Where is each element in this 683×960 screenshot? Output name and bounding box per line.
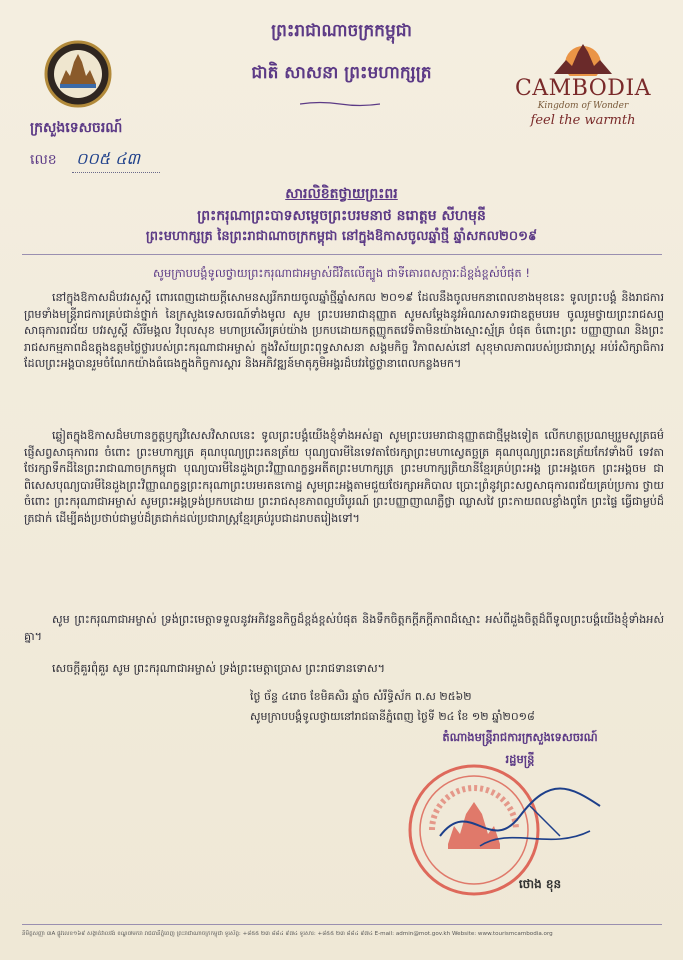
reference-number: ០០៥ ៤៣ [72,148,160,173]
letter-title: សារលិខិតថ្វាយព្រះពរ [285,186,398,202]
reference-label: លេខ [30,152,57,168]
signature-title: រដ្ឋមន្ត្រី [505,752,535,766]
occasion-line: ព្រះមហាក្សត្រ នៃព្រះរាជាណាចក្រកម្ពុជា នៅក្នុងឱកាសចូលឆ្នាំថ្មី ឆ្នាំសកល២០១៩ [145,229,538,244]
addressee-name: ព្រះករុណាព្រះបាទសម្តេចព្រះបរមនាថ នរោត្តម សីហមុនី [197,208,486,224]
signature-office: តំណាងមន្ត្រីរាជការក្រសួងទេសចរណ៍ [442,730,598,744]
salutation: សូមក្រាបបង្គំទូលថ្វាយព្រះករុណាជាអម្ចាស់ជីវិតលើត្បូង ជាទីគោរពសក្ការៈដ៏ខ្ពង់ខ្ពស់បំផុត ! [153,266,530,280]
body-paragraph-1: នៅក្នុងឱកាសដ៏បវរសួស្តី ពោរពេញដោយក្តីសោមនស្សរីករាយចូលឆ្នាំថ្មីឆ្នាំសកល ២០១៩ ដែលនឹងចូលមកនាពេលខាងមុខនេះ ទូលព្រះបង្គំ និងរាជការ ព្រមទាំងមន្ត្រីរាជការគ្រប់ជាន់ថ្នាក់ នៃក្រសួងទេសចរណ៍ទាំងមូល សូម ព្រះបរមរាជានុញ្ញាត សូមសម្តែងនូវអំណរសាទរជាឧត្តមបរម ចូលរួមថ្វាយព្រះរាជសព្ទសាធុការពរជ័យ បវរសួស្តី សិរីមង្គល វិបុលសុខ មហាប្រសើរគ្រប់យ៉ាង ប្រកបដោយកត្តញ្ញូកតវេទិតាមិនយ៉ាងស្មោះស្ម័គ្រ បំផុត ចំពោះព្រះ បញ្ញាញាណ និងព្រះរាជសកម្មភាពដ៏ឧត្តុងឧត្តមថ្លៃថ្លារបស់ព្រះករុណាជាអម្ចាស់ ក្នុងវិស័យព្រះពុទ្ធសាសនា សង្គមកិច្ច វិភាពសស់នៅ សុខុមាលភាពរបស់ប្រជារាស្ត្រ អប់រំសិក្សាធិការដែលព្រះអង្គបានរួមចំណែកយ៉ាងធំធេងក្នុងកិច្ចការស្តារ និងអភិវឌ្ឍន៍មាតុភូមិអង្គរដ៏បវរថ្លៃថ្លានាពេលកន្លងមក។ [24,291,664,371]
closing-line: សេចក្តីគួរពុំគួរ សូម ព្រះករុណាជាអម្ចាស់ ទ្រង់ព្រះមេត្តាប្រោស ព្រះរាជទានទោស។ [52,662,385,675]
ministry-name: ក្រសួងទេសចរណ៍ [30,120,123,136]
lunar-date: ថ្ងៃ ច័ន្ទ ៤រោច ខែមិគសិរ ឆ្នាំច សំរឹទ្ធិស័ក ព.ស ២៥៦២ [250,690,472,703]
brand-slogan: feel the warmth [530,113,636,128]
brand-name: CAMBODIA [514,76,652,101]
handwritten-signature [420,776,620,866]
brand-tagline: Kingdom of Wonder [537,101,629,111]
body-paragraph-3: សូម ព្រះករុណាជាអម្ចាស់ ទ្រង់ព្រះមេត្តាទទួលនូវអភិវន្ទនកិច្ចដ៏ខ្ពង់ខ្ពស់បំផុត និងទឹកចិត្តកក្តីភក្តីភាពដ៏ស្មោះ អស់ពីដួងចិត្តដ៏ពីទូលព្រះបង្គំយើងខ្ញុំទាំងអស់គ្នា។ [24,613,664,643]
footer-contact: និមិត្តសញ្ញា ៣A ផ្លូវលេខ១៦៩ សង្កាត់វាលវង់ ខណ្ឌ៧មករា រាជធានីភ្នំពេញ ព្រះរាជាណាចក្រកម្ពុជា ទូរស័ព្ទ: +៨៥៥ ២៣ ៨៨៤ ៩៧៤ ទូរសារ: +៨៥៥ ២៣ ៨៨៤ ៩៧៤ E-mail: admin@mot.gov.kh Website: www.tourismcambodia.org [22,931,553,937]
title-divider [22,254,662,255]
motto-line: ជាតិ សាសនា ព្រះមហាក្សត្រ [251,63,432,83]
solar-date: សូមក្រាបបង្គំទូលថ្វាយនៅរាជធានីភ្នំពេញ ថ្ងៃទី ២៤ ខែ ១២ ឆ្នាំ២០១៨ [250,710,535,723]
cambodia-brand-logo [508,38,658,128]
footer-divider [22,924,662,925]
kingdom-line: ព្រះរាជាណាចក្រកម្ពុជា [271,21,412,41]
signer-name: ថោង ខុន [518,877,562,891]
body-paragraph-2: ឆ្លៀតក្នុងឱកាសដ៏មហានក្ខត្តឫក្សវិសេសវិសាលនេះ ទូលព្រះបង្គំយើងខ្ញុំទាំងអស់គ្នា សូមព្រះបរមរាជានុញ្ញាតជាថ្មីម្តងទៀត លើកហត្ថប្រណម្យរួមសូត្រធម៌ផ្ញើសព្វសាធុការពរ ចំពោះ ព្រះមហាក្សត្រ គុណបុណ្យព្រះរតនត្រ័យ បុណ្យបារមីនៃទេវតាថែរក្សាព្រះមហាស្វេតច្ឆត្រ គុណបុណ្យព្រះរតនត្រ័យកែវទាំងបី ទេវតាថែរក្សាទឹកដីនៃព្រះរាជាណាចក្រកម្ពុជា បុណ្យបារមីនៃដួងព្រះវិញ្ញាណក្ខន្ធអតីតព្រះមហាក្សត្រ ព្រះមហាក្សត្រិយានីខ្មែរគ្រប់ព្រះអង្គ ព្រះអង្គចេក ព្រះអង្គចម ជាពិសេសបុណ្យបារមីនៃដួងព្រះវិញ្ញាណក្ខន្ធព្រះករុណាព្រះបរមរតនកោដ្ឋ សូមព្រះអង្គតាមជួយថែរក្សាអភិបាល ប្រោះព្រំនូវព្រះសព្វសាធុការពរជ័យគ្រប់ប្រការ ថ្វាយចំពោះ ព្រះករុណាជាអម្ចាស់ សូមព្រះអង្គទ្រង់ប្រកបដោយ ព្រះរាជសុខភាពល្អបរិបូរណ៍ ព្រះបញ្ញាញាណភ្លឺថ្លា ឈ្លាសវៃ ព្រះកាយពលខ្លាំងពូកែ ព្រះផ្ទៃ ធ្វើជាម្លប់ដ៏ត្រជាក់ ដើម្បីគង់ប្រថាប់ជាម្លប់ដ៏ត្រជាក់ដល់ប្រជារាស្ត្រខ្មែរគ្រប់រូបជាដរាបតរៀងទៅ។ [24,429,664,525]
ministry-seal-logo [44,40,112,108]
motto-ornament [300,92,380,98]
